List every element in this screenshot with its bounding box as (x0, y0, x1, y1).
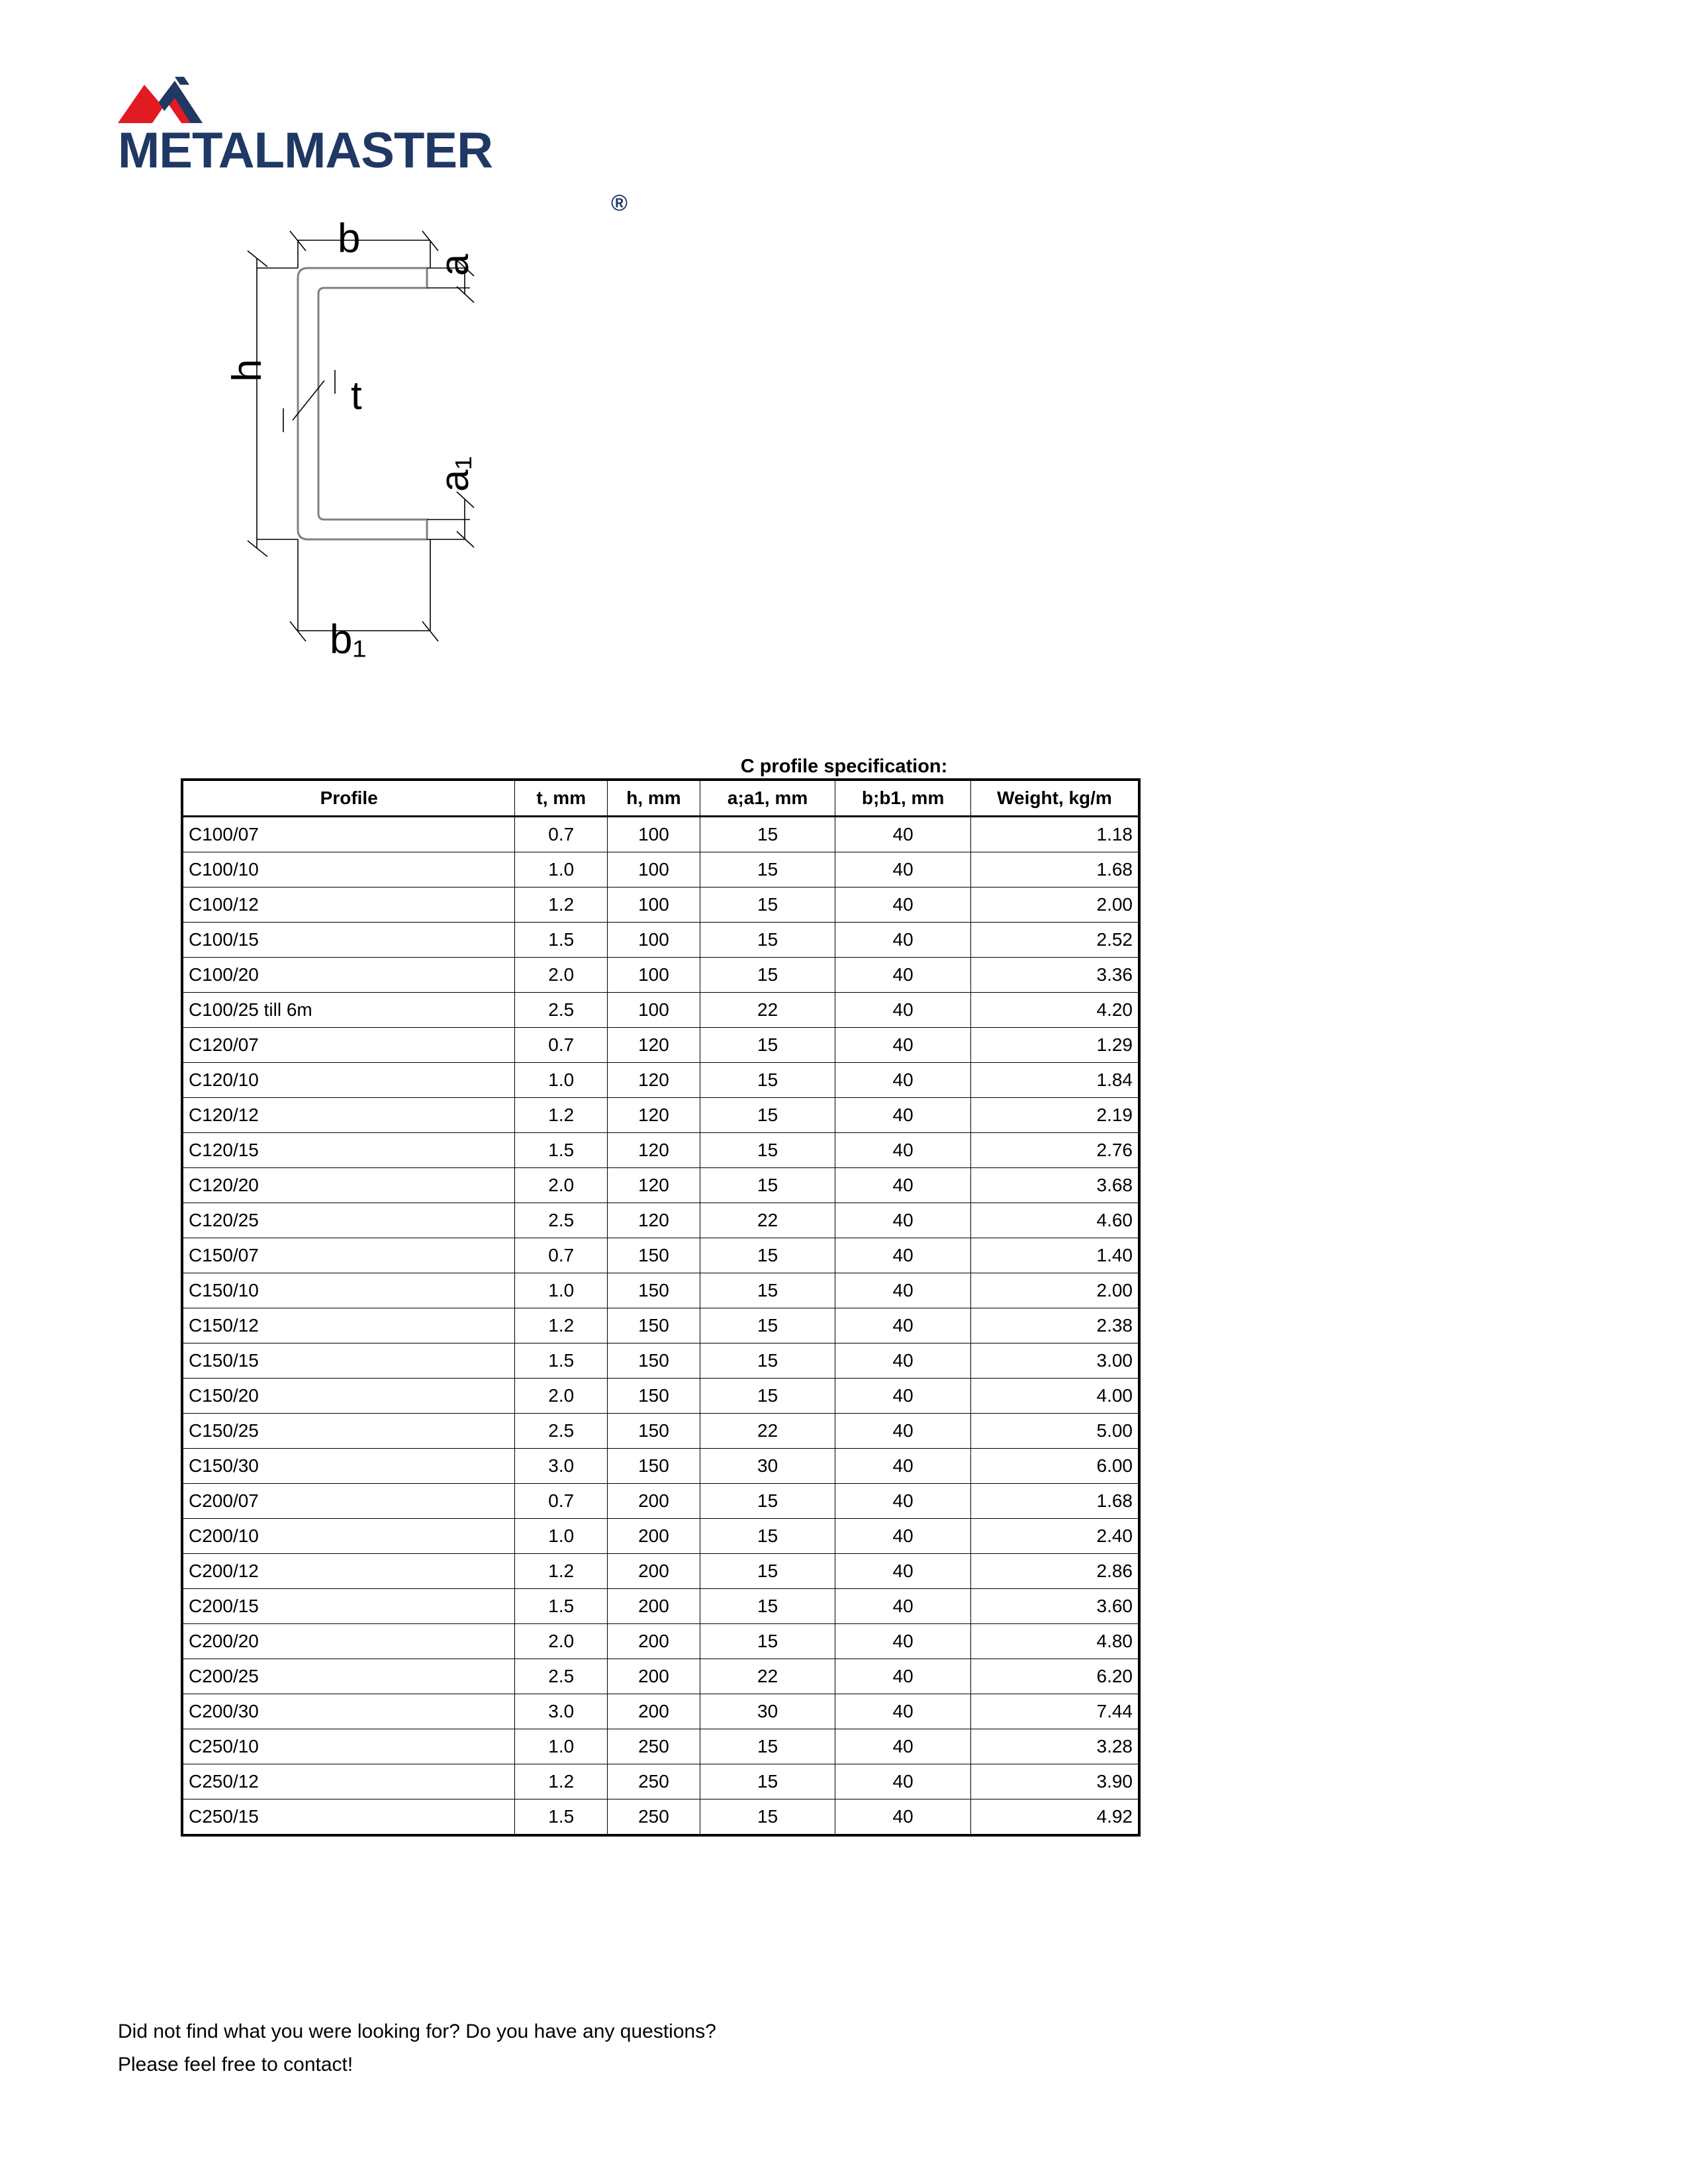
cell-h: 100 (608, 817, 700, 852)
table-row (182, 1308, 1139, 1343)
cell-profile: C150/07 (182, 1238, 515, 1273)
cell-weight: 1.18 (970, 817, 1139, 852)
cell-weight: 2.52 (970, 923, 1139, 958)
cell-a: 15 (700, 1379, 835, 1414)
cell-h: 100 (608, 993, 700, 1028)
cell-t: 2.0 (515, 1624, 608, 1659)
cell-a: 30 (700, 1449, 835, 1484)
table-row (182, 1098, 1139, 1133)
cell-a: 15 (700, 1799, 835, 1836)
cell-profile: C120/12 (182, 1098, 515, 1133)
cell-weight: 2.86 (970, 1554, 1139, 1589)
column-header-b: b;b1, mm (835, 780, 971, 817)
cell-t: 0.7 (515, 1028, 608, 1063)
cell-a: 15 (700, 1589, 835, 1624)
cell-profile: C150/12 (182, 1308, 515, 1343)
dimension-label-a1: a₁ (432, 456, 477, 492)
cell-t: 0.7 (515, 1238, 608, 1273)
cell-b: 40 (835, 1554, 971, 1589)
mountain-peaks-logo-icon (118, 71, 234, 127)
column-header-t: t, mm (515, 780, 608, 817)
cell-h: 120 (608, 1063, 700, 1098)
cell-h: 120 (608, 1028, 700, 1063)
cell-profile: C100/25 till 6m (182, 993, 515, 1028)
cell-weight: 3.00 (970, 1343, 1139, 1379)
cell-a: 30 (700, 1694, 835, 1729)
cell-h: 150 (608, 1379, 700, 1414)
cell-b: 40 (835, 1694, 971, 1729)
table-header-row (182, 780, 1139, 817)
cell-b: 40 (835, 887, 971, 923)
cell-b: 40 (835, 993, 971, 1028)
cell-b: 40 (835, 1764, 971, 1799)
table-row (182, 958, 1139, 993)
cell-weight: 2.00 (970, 887, 1139, 923)
table-row (182, 1133, 1139, 1168)
cell-b: 40 (835, 852, 971, 887)
cell-profile: C150/10 (182, 1273, 515, 1308)
table-row (182, 1589, 1139, 1624)
cell-profile: C200/10 (182, 1519, 515, 1554)
registered-mark: ® (611, 191, 628, 216)
cell-weight: 3.36 (970, 958, 1139, 993)
cell-a: 15 (700, 1764, 835, 1799)
cell-a: 15 (700, 1729, 835, 1764)
cell-weight: 5.00 (970, 1414, 1139, 1449)
cell-t: 1.0 (515, 1519, 608, 1554)
cell-weight: 2.38 (970, 1308, 1139, 1343)
cell-h: 100 (608, 852, 700, 887)
table-row (182, 1063, 1139, 1098)
cell-h: 250 (608, 1729, 700, 1764)
cell-h: 150 (608, 1414, 700, 1449)
cell-h: 250 (608, 1799, 700, 1836)
cell-h: 150 (608, 1308, 700, 1343)
cell-a: 15 (700, 1484, 835, 1519)
cell-t: 1.2 (515, 1764, 608, 1799)
cell-weight: 4.60 (970, 1203, 1139, 1238)
cell-t: 3.0 (515, 1694, 608, 1729)
cell-a: 15 (700, 1273, 835, 1308)
cell-profile: C200/15 (182, 1589, 515, 1624)
cell-h: 120 (608, 1168, 700, 1203)
table-row (182, 1414, 1139, 1449)
cell-profile: C120/20 (182, 1168, 515, 1203)
cell-b: 40 (835, 1273, 971, 1308)
table-row (182, 1273, 1139, 1308)
cell-a: 15 (700, 1238, 835, 1273)
cell-t: 1.2 (515, 1308, 608, 1343)
cell-t: 1.0 (515, 1273, 608, 1308)
cell-b: 40 (835, 1168, 971, 1203)
cell-weight: 3.68 (970, 1168, 1139, 1203)
cell-t: 2.5 (515, 993, 608, 1028)
cell-b: 40 (835, 1729, 971, 1764)
cell-weight: 2.19 (970, 1098, 1139, 1133)
table-row (182, 1694, 1139, 1729)
cell-profile: C120/15 (182, 1133, 515, 1168)
cell-b: 40 (835, 1519, 971, 1554)
cell-h: 120 (608, 1133, 700, 1168)
cell-a: 22 (700, 1203, 835, 1238)
cell-weight: 4.80 (970, 1624, 1139, 1659)
cell-profile: C200/30 (182, 1694, 515, 1729)
cell-b: 40 (835, 958, 971, 993)
cell-b: 40 (835, 1589, 971, 1624)
cell-weight: 2.76 (970, 1133, 1139, 1168)
table-row (182, 1799, 1139, 1836)
cell-b: 40 (835, 1308, 971, 1343)
dimension-label-h: h (224, 359, 270, 382)
spec-table-container (181, 778, 1141, 1837)
cell-weight: 1.68 (970, 852, 1139, 887)
cell-b: 40 (835, 1379, 971, 1414)
table-row (182, 1659, 1139, 1694)
cell-weight: 2.40 (970, 1519, 1139, 1554)
table-row (182, 1028, 1139, 1063)
c-profile-spec-table (181, 778, 1141, 1837)
table-row (182, 817, 1139, 852)
column-header-a: a;a1, mm (700, 780, 835, 817)
dimension-label-a: a (432, 253, 477, 276)
table-row (182, 1449, 1139, 1484)
cell-h: 200 (608, 1589, 700, 1624)
cell-profile: C200/25 (182, 1659, 515, 1694)
cell-weight: 1.29 (970, 1028, 1139, 1063)
cell-t: 2.0 (515, 1168, 608, 1203)
cell-a: 15 (700, 852, 835, 887)
cell-profile: C200/12 (182, 1554, 515, 1589)
cell-h: 150 (608, 1238, 700, 1273)
cell-t: 1.2 (515, 887, 608, 923)
table-row (182, 1729, 1139, 1764)
cell-t: 2.5 (515, 1414, 608, 1449)
cell-weight: 3.28 (970, 1729, 1139, 1764)
cell-profile: C100/10 (182, 852, 515, 887)
footer-line-2: Please feel free to contact! (118, 2054, 353, 2075)
cell-h: 200 (608, 1624, 700, 1659)
cell-t: 1.5 (515, 1133, 608, 1168)
cell-profile: C150/25 (182, 1414, 515, 1449)
cell-weight: 1.84 (970, 1063, 1139, 1098)
cell-t: 2.0 (515, 958, 608, 993)
cell-t: 1.0 (515, 1063, 608, 1098)
cell-profile: C250/10 (182, 1729, 515, 1764)
cell-weight: 2.00 (970, 1273, 1139, 1308)
cell-a: 15 (700, 1168, 835, 1203)
table-row (182, 1343, 1139, 1379)
cell-weight: 6.20 (970, 1659, 1139, 1694)
dimension-label-b: b (338, 216, 361, 261)
cell-h: 120 (608, 1098, 700, 1133)
cell-weight: 7.44 (970, 1694, 1139, 1729)
column-header-profile: Profile (182, 780, 515, 817)
cell-b: 40 (835, 1238, 971, 1273)
cell-profile: C250/12 (182, 1764, 515, 1799)
table-row (182, 1203, 1139, 1238)
table-row (182, 923, 1139, 958)
cell-h: 200 (608, 1694, 700, 1729)
cell-weight: 4.92 (970, 1799, 1139, 1836)
cell-profile: C150/20 (182, 1379, 515, 1414)
cell-h: 200 (608, 1484, 700, 1519)
cell-b: 40 (835, 1659, 971, 1694)
cell-h: 150 (608, 1273, 700, 1308)
cell-b: 40 (835, 1624, 971, 1659)
cell-a: 15 (700, 1343, 835, 1379)
cell-b: 40 (835, 1799, 971, 1836)
cell-t: 1.0 (515, 852, 608, 887)
brand-logo (118, 71, 674, 216)
cell-a: 15 (700, 887, 835, 923)
cell-a: 15 (700, 1063, 835, 1098)
cell-b: 40 (835, 1343, 971, 1379)
table-caption: C profile specification: (740, 756, 948, 777)
column-header-weight: Weight, kg/m (970, 780, 1139, 817)
cell-h: 120 (608, 1203, 700, 1238)
cell-a: 22 (700, 1659, 835, 1694)
cell-weight: 3.60 (970, 1589, 1139, 1624)
cell-t: 1.2 (515, 1098, 608, 1133)
cell-profile: C120/25 (182, 1203, 515, 1238)
cell-a: 15 (700, 1519, 835, 1554)
cell-weight: 1.40 (970, 1238, 1139, 1273)
cell-b: 40 (835, 923, 971, 958)
cell-h: 200 (608, 1519, 700, 1554)
cell-h: 200 (608, 1554, 700, 1589)
cell-h: 100 (608, 923, 700, 958)
cell-a: 22 (700, 1414, 835, 1449)
table-row (182, 852, 1139, 887)
cell-t: 1.5 (515, 1589, 608, 1624)
cell-t: 1.2 (515, 1554, 608, 1589)
cell-b: 40 (835, 1133, 971, 1168)
c-profile-cross-section-diagram (224, 216, 669, 678)
cell-t: 0.7 (515, 817, 608, 852)
cell-weight: 6.00 (970, 1449, 1139, 1484)
table-row (182, 887, 1139, 923)
cell-b: 40 (835, 1028, 971, 1063)
cell-b: 40 (835, 1063, 971, 1098)
cell-a: 15 (700, 923, 835, 958)
cell-profile: C100/12 (182, 887, 515, 923)
cell-a: 15 (700, 1624, 835, 1659)
cell-a: 15 (700, 1133, 835, 1168)
cell-profile: C100/20 (182, 958, 515, 993)
footer-line-1: Did not find what you were looking for? Do you have any questions? (118, 2021, 716, 2042)
cell-b: 40 (835, 1484, 971, 1519)
dimension-label-t: t (351, 373, 362, 418)
cell-t: 1.5 (515, 923, 608, 958)
column-header-h: h, mm (608, 780, 700, 817)
table-row (182, 1168, 1139, 1203)
cell-a: 22 (700, 993, 835, 1028)
cell-weight: 4.20 (970, 993, 1139, 1028)
table-row (182, 1484, 1139, 1519)
dimension-label-b1: b₁ (330, 617, 367, 662)
cell-t: 1.5 (515, 1799, 608, 1836)
cell-a: 15 (700, 1098, 835, 1133)
cell-t: 2.5 (515, 1659, 608, 1694)
cell-h: 150 (608, 1449, 700, 1484)
cell-b: 40 (835, 817, 971, 852)
cell-profile: C150/30 (182, 1449, 515, 1484)
cell-t: 1.0 (515, 1729, 608, 1764)
cell-b: 40 (835, 1449, 971, 1484)
cell-profile: C150/15 (182, 1343, 515, 1379)
table-row (182, 1554, 1139, 1589)
cell-a: 15 (700, 817, 835, 852)
cell-profile: C250/15 (182, 1799, 515, 1836)
cell-weight: 1.68 (970, 1484, 1139, 1519)
cell-h: 100 (608, 958, 700, 993)
cell-h: 200 (608, 1659, 700, 1694)
contact-footer (118, 2015, 716, 2081)
cell-h: 100 (608, 887, 700, 923)
cell-t: 1.5 (515, 1343, 608, 1379)
cell-profile: C200/07 (182, 1484, 515, 1519)
cell-b: 40 (835, 1203, 971, 1238)
table-row (182, 1379, 1139, 1414)
cell-t: 0.7 (515, 1484, 608, 1519)
cell-t: 2.0 (515, 1379, 608, 1414)
cell-weight: 3.90 (970, 1764, 1139, 1799)
table-row (182, 1624, 1139, 1659)
cell-profile: C120/10 (182, 1063, 515, 1098)
cell-a: 15 (700, 1028, 835, 1063)
cell-b: 40 (835, 1414, 971, 1449)
cell-profile: C100/15 (182, 923, 515, 958)
cell-h: 150 (608, 1343, 700, 1379)
cell-a: 15 (700, 1308, 835, 1343)
cell-a: 15 (700, 958, 835, 993)
table-row (182, 1764, 1139, 1799)
table-row (182, 1519, 1139, 1554)
cell-h: 250 (608, 1764, 700, 1799)
cell-profile: C100/07 (182, 817, 515, 852)
cell-weight: 4.00 (970, 1379, 1139, 1414)
cell-t: 3.0 (515, 1449, 608, 1484)
cell-b: 40 (835, 1098, 971, 1133)
table-row (182, 1238, 1139, 1273)
cell-t: 2.5 (515, 1203, 608, 1238)
brand-name: METALMASTER (118, 122, 492, 179)
table-row (182, 993, 1139, 1028)
cell-profile: C200/20 (182, 1624, 515, 1659)
cell-profile: C120/07 (182, 1028, 515, 1063)
cell-a: 15 (700, 1554, 835, 1589)
